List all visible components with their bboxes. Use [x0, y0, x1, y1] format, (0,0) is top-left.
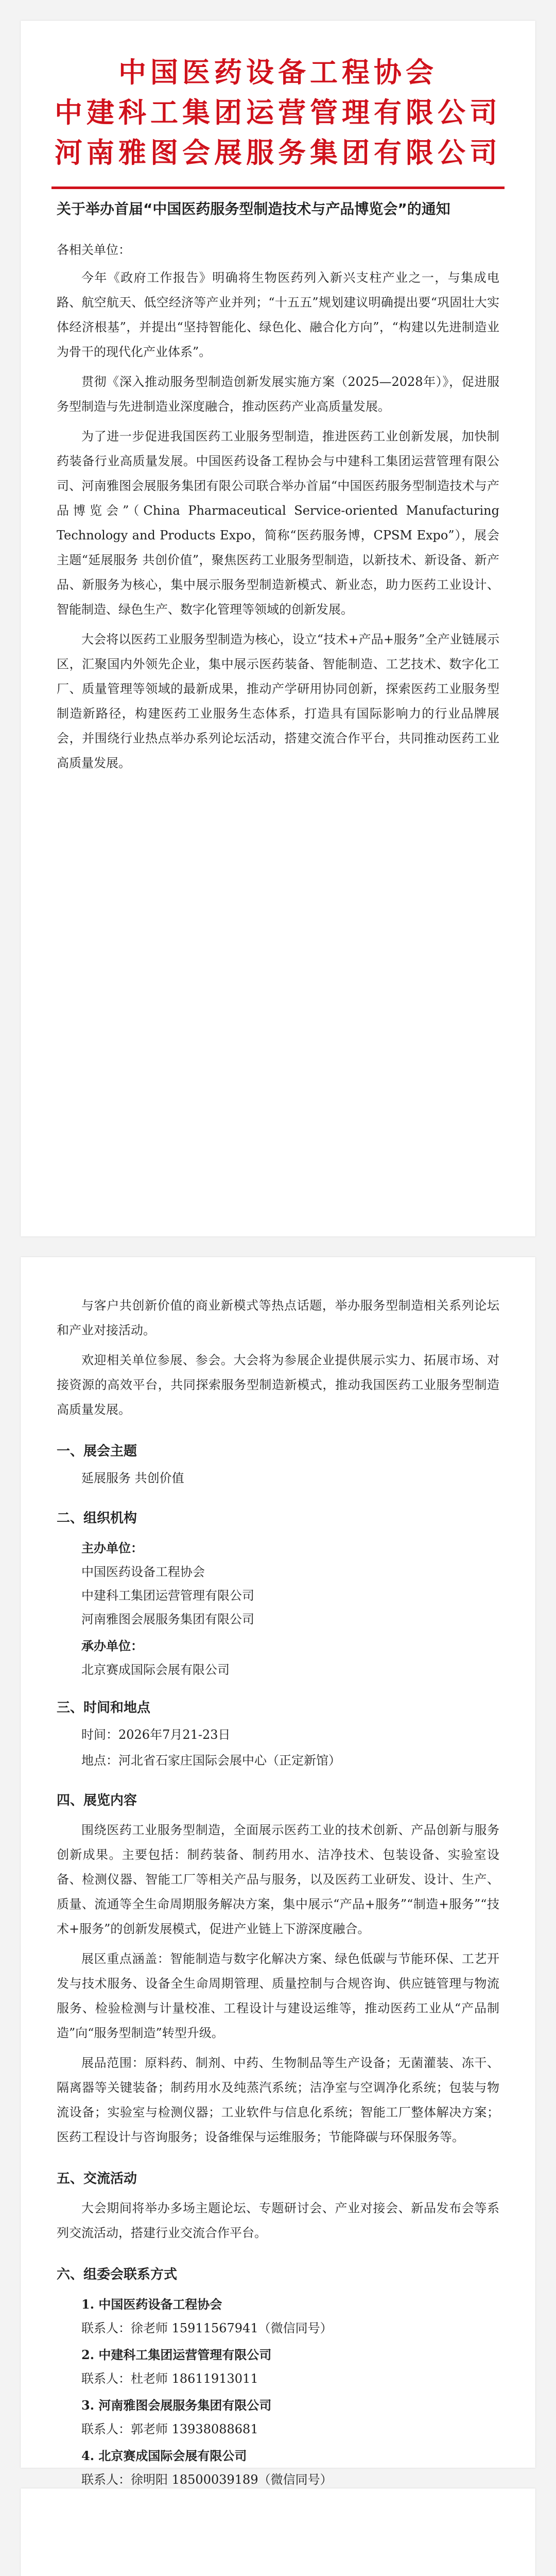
contact-org: 1. 中国医药设备工程协会 — [81, 2297, 222, 2312]
contact-org: 3. 河南雅图会展服务集团有限公司 — [81, 2398, 272, 2413]
header-org-1: 中国医药设备工程协会 — [118, 56, 438, 89]
signature-page — [21, 2488, 535, 2576]
notice-title: 关于举办首届“中国医药服务型制造技术与产品博览会”的通知 — [57, 200, 450, 217]
contact-person: 联系人：徐明阳 18500039189（微信同号） — [81, 2472, 333, 2487]
paragraph-4: 大会将以医药工业服务型制造为核心，设立“技术+产品+服务”全产业链展示区，汇聚国内外领先企业，集中展示医药装备、智能制造、工艺技术、数字化工厂、质量管理等领域的最新成果，推动产学研用协同创新，探索医药工业服务型制造新路径，构建医药工业服务生态体系，打造具有国际影响力的行业品牌展会，并围绕行业热点举办系列论坛活动，搭建交流合作平台，共同推动医药工业高质量发展。 — [57, 632, 499, 770]
host-label: 主办单位： — [81, 1540, 143, 1555]
section-organization-heading: 二、组织机构 — [57, 1511, 137, 1526]
contact-org: 4. 北京赛成国际会展有限公司 — [81, 2448, 247, 2463]
contact-person: 联系人：郭老师 13938088681 — [81, 2422, 258, 2436]
exhibit-paragraph-3: 展品范围：原料药、制剂、中药、生物制品等生产设备；无菌灌装、冻干、隔离器等关键装备；制药用水及纯蒸汽系统；洁净室与空调净化系统；包装与物流设备；实验室与检测仪器；工业软件与信息化系统；智能工厂整体解决方案；医药工程设计与咨询服务；设备维保与运维服务；节能降碳与环保服务等。 — [57, 2056, 499, 2144]
header-org-2: 中建科工集团运营管理有限公司 — [55, 96, 501, 129]
greeting: 各相关单位： — [57, 243, 131, 257]
contact-person: 联系人：徐老师 15911567941（微信同号） — [81, 2321, 333, 2335]
notice-page-1 — [21, 21, 535, 1236]
header-org-3: 河南雅图会展服务集团有限公司 — [55, 137, 501, 169]
organizer-item: 北京赛成国际会展有限公司 — [81, 1663, 230, 1677]
paragraph-5: 与客户共创新价值的商业新模式等热点话题，举办服务型制造相关系列论坛和产业对接活动。 — [57, 1298, 499, 1337]
section-contact-heading: 六、组委会联系方式 — [57, 2267, 178, 2282]
section-exchange-heading: 五、交流活动 — [57, 2171, 137, 2187]
contact-person: 联系人：杜老师 18611913011 — [81, 2371, 258, 2386]
paragraph-3: 为了进一步促进我国医药工业服务型制造，推进医药工业创新发展，加快制药装备行业高质量发展。中国医药设备工程协会与中建科工集团运营管理有限公司、河南雅图会展服务集团有限公司联合举办首届“中国医药服务型制造技术与产品博览会”（China Pharmaceutical Service-oriented Manufacturing Technology and Products Expo，简称“医药服务博，CPSM Expo”），展会主题“延展服务 共创价值”，聚焦医药工业服务型制造，以新技术、新设备、新产品、新服务为核心，集中展示服务型制造新模式、新业态，助力医药工业设计、智能制造、绿色生产、数字化管理等领域的创新发展。 — [57, 429, 499, 617]
contact-org: 2. 中建科工集团运营管理有限公司 — [81, 2347, 272, 2362]
organizer-label: 承办单位： — [81, 1638, 143, 1653]
paragraph-2: 贯彻《深入推动服务型制造创新发展实施方案（2025—2028年）》，促进服务型制造与先进制造业深度融合，推动医药产业高质量发展。 — [57, 375, 499, 414]
theme-text: 延展服务 共创价值 — [81, 1471, 184, 1485]
host-item: 中国医药设备工程协会 — [81, 1565, 205, 1579]
paragraph-6: 欢迎相关单位参展、参会。大会将为参展企业提供展示实力、拓展市场、对接资源的高效平台，共同探索服务型制造新模式，推动我国医药工业服务型制造高质量发展。 — [57, 1353, 499, 1417]
section-theme-heading: 一、展会主题 — [57, 1444, 137, 1459]
exhibit-paragraph-2: 展区重点涵盖：智能制造与数字化解决方案、绿色低碳与节能环保、工艺开发与技术服务、设备全生命周期管理、质量控制与合规咨询、供应链管理与物流服务、检验检测与计量校准、工程设计与建设运维等，推动医药工业从“产品制造”向“服务型制造”转型升级。 — [57, 1952, 499, 2040]
exhibit-paragraph-1: 围绕医药工业服务型制造，全面展示医药工业的技术创新、产品创新与服务创新成果。主要包括：制药装备、制药用水、洁净技术、包装设备、实验室设备、检测仪器、智能工厂等相关产品与服务，以及医药工业研发、设计、生产、质量、流通等全生命周期服务解决方案，集中展示“产品+服务”“制造+服务”“技术+服务”的创新发展模式，促进产业链上下游深度融合。 — [57, 1823, 499, 1936]
host-item: 中建科工集团运营管理有限公司 — [81, 1588, 254, 1603]
paragraph-1: 今年《政府工作报告》明确将生物医药列入新兴支柱产业之一，与集成电路、航空航天、低空经济等产业并列；“十五五”规划建议明确提出要“巩固壮大实体经济根基”，并提出“坚持智能化、绿色化、融合化方向”，“构建以先进制造业为骨干的现代化产业体系”。 — [57, 270, 499, 359]
host-item: 河南雅图会展服务集团有限公司 — [81, 1612, 254, 1626]
exchange-paragraph: 大会期间将举办多场主题论坛、专题研讨会、产业对接会、新品发布会等系列交流活动，搭建行业交流合作平台。 — [57, 2201, 499, 2240]
section-exhibits-heading: 四、展览内容 — [57, 1793, 137, 1808]
section-time-heading: 三、时间和地点 — [57, 1700, 151, 1716]
notice-page-2 — [21, 1257, 535, 2487]
event-time: 时间：2026年7月21-23日 — [81, 1727, 231, 1742]
event-venue: 地点：河北省石家庄国际会展中心（正定新馆） — [81, 1753, 341, 1768]
red-divider — [51, 187, 505, 189]
